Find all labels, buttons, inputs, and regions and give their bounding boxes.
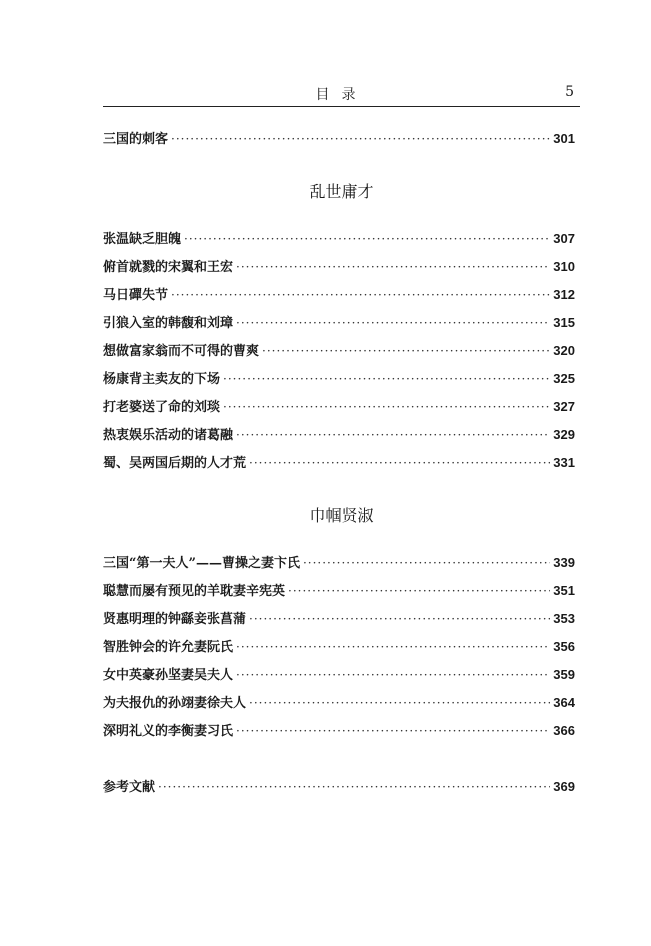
toc-entry[interactable]: [103, 664, 575, 684]
leader-dots: [236, 428, 550, 442]
toc-entry-title: 深明礼义的李衡妻习氏: [103, 724, 234, 739]
leader-dots: [236, 640, 550, 654]
toc-entry-title: 想做富家翁而不可得的曹爽: [103, 344, 260, 359]
toc-entry-title: 马日磾失节: [103, 288, 169, 303]
leader-dots: [158, 780, 550, 794]
section-heading: 巾帼贤淑: [309, 506, 374, 525]
toc-entry-title: 杨康背主卖友的下场: [103, 372, 221, 387]
leader-dots: [288, 584, 550, 598]
toc-entry-title: 女中英豪孙坚妻吴夫人: [103, 668, 234, 683]
toc-entry-page: 366: [553, 723, 575, 738]
toc-entry-page: 327: [553, 399, 575, 414]
toc-entry[interactable]: [103, 424, 575, 444]
toc-entry[interactable]: [103, 452, 575, 472]
toc-entry[interactable]: [103, 720, 575, 740]
toc-entry[interactable]: [103, 552, 575, 572]
toc-entry-page: 331: [553, 455, 575, 470]
toc-entry-page: 307: [553, 231, 575, 246]
toc-entry[interactable]: [103, 608, 575, 628]
toc-entry-title: 俯首就戮的宋翼和王宏: [103, 260, 234, 275]
toc-entry-page: 364: [553, 695, 575, 710]
toc-entry[interactable]: [103, 128, 575, 148]
toc-entry-title: 三国“第一夫人”——曹操之妻卞氏: [103, 556, 300, 571]
leader-dots: [223, 372, 550, 386]
leader-dots: [236, 260, 550, 274]
toc-entry[interactable]: [103, 284, 575, 304]
leader-dots: [171, 288, 550, 302]
toc-entry-page: 312: [553, 287, 575, 302]
toc-entry-title: 热衷娱乐活动的诸葛融: [103, 428, 234, 443]
toc-entry-title: 三国的刺客: [103, 132, 169, 147]
toc-entry-page: 315: [553, 315, 575, 330]
leader-dots: [171, 132, 550, 146]
toc-entry-page: 351: [553, 583, 575, 598]
toc-entry-title: 智胜钟会的许允妻阮氏: [103, 640, 234, 655]
leader-dots: [236, 316, 550, 330]
toc-entry-title: 聪慧而屡有预见的羊耽妻辛宪英: [103, 584, 286, 599]
toc-entry-page: 301: [553, 131, 575, 146]
leader-dots: [262, 344, 550, 358]
toc-entry-title: 贤惠明理的钟繇妾张菖蒲: [103, 612, 247, 627]
toc-entry[interactable]: [103, 312, 575, 332]
toc-entry[interactable]: [103, 256, 575, 276]
leader-dots: [249, 612, 550, 626]
toc-entry[interactable]: [103, 776, 575, 796]
toc-entry-page: 353: [553, 611, 575, 626]
toc-entry-title: 参考文献: [103, 780, 156, 795]
toc-entry-page: 329: [553, 427, 575, 442]
toc-entry-page: 339: [553, 555, 575, 570]
toc-entry-page: 320: [553, 343, 575, 358]
toc-entry-title: 蜀、吴两国后期的人才荒: [103, 456, 247, 471]
toc-entry[interactable]: [103, 396, 575, 416]
toc-entry-page: 356: [553, 639, 575, 654]
header-page-number: 5: [565, 84, 574, 100]
running-header: [103, 84, 580, 107]
leader-dots: [249, 456, 550, 470]
toc-entry-title: 引狼入室的韩馥和刘璋: [103, 316, 234, 331]
leader-dots: [184, 232, 550, 246]
toc-entry[interactable]: [103, 636, 575, 656]
toc-entry-title: 张温缺乏胆魄: [103, 232, 182, 247]
toc-entry[interactable]: [103, 368, 575, 388]
toc-entry-page: 325: [553, 371, 575, 386]
toc-entry-title: 为夫报仇的孙翊妻徐夫人: [103, 696, 247, 711]
toc-entry-page: 359: [553, 667, 575, 682]
leader-dots: [223, 400, 550, 414]
toc-entry[interactable]: [103, 580, 575, 600]
toc-entry[interactable]: [103, 228, 575, 248]
leader-dots: [303, 556, 550, 570]
leader-dots: [249, 696, 550, 710]
toc-entry-title: 打老婆送了命的刘琰: [103, 400, 221, 415]
toc-entry[interactable]: [103, 340, 575, 360]
leader-dots: [236, 724, 550, 738]
leader-dots: [236, 668, 550, 682]
toc-entry-page: 310: [553, 259, 575, 274]
toc-entry-page: 369: [553, 779, 575, 794]
header-title: 目录: [315, 87, 368, 103]
section-heading: 乱世庸才: [309, 182, 374, 201]
toc-entry[interactable]: [103, 692, 575, 712]
